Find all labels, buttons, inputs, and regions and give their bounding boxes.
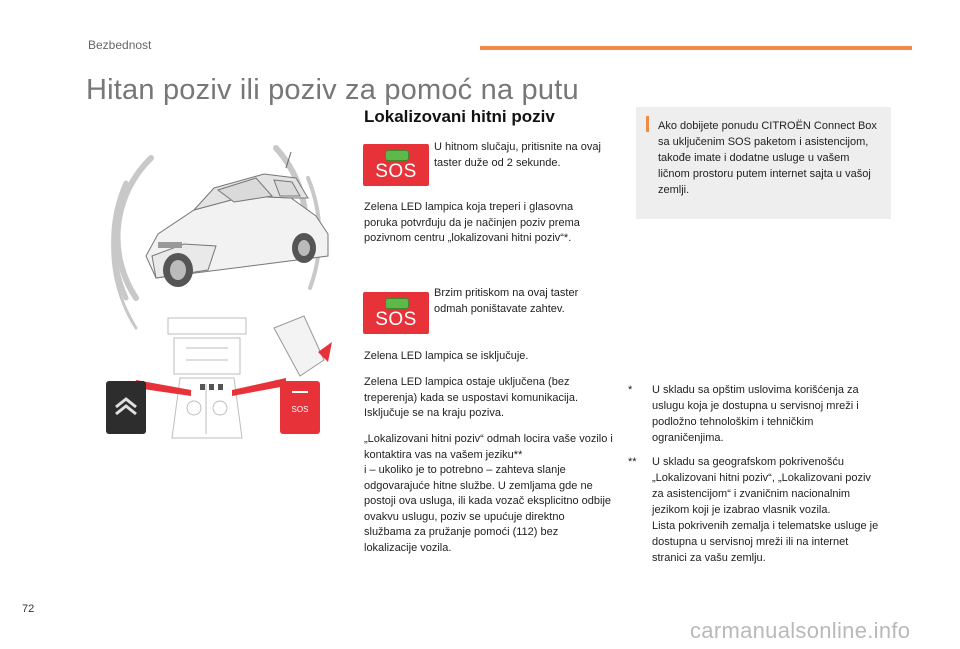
para-description-line1: „Lokalizovani hitni poziv“ odmah locira vaše vozilo i kontaktira vas na vašem jeziku** [364,433,613,461]
para-led-on: Zelena LED lampica ostaje uključena (bez treperenja) kada se uspostavi komunikacija. Isključuje se na kraju poziva. [364,376,579,419]
footnote-text: U skladu sa geografskom pokrivenošću „Lokalizovani hitni poziv“, „Lokalizovani poziv za asistencijom“ i zvaničnim nacionalnim jezikom koji je izabrao vlasnik vozila. [652,456,871,516]
header-accent-bar [480,46,912,50]
watermark: carmanualsonline.info [690,618,911,643]
page-title: Hitan poziv ili poziv za pomoć na putu [86,74,579,106]
sos-button-label: SOS [375,309,417,330]
footnote-text-2: Lista pokrivenih zemalja i telematske usluge je dostupna u servisnoj mreži ili na internet stranici za vašu zemlju. [652,520,879,564]
sos-led-green-icon [385,298,409,309]
assistance-button[interactable] [106,381,146,434]
sos-led-indicator [292,391,308,393]
footnote-mark: ** [628,456,637,468]
sos-small-label: SOS [291,405,309,414]
citroen-chevron-icon [106,381,146,434]
info-box-text: Ako dobijete ponudu CITROËN Connect Box sa uključenim SOS paketom i asistencijom, takođe imate i dodatne usluge u vašem ličnom prostoru putem internet sajta u vašoj zemlji. [658,120,877,196]
para-description-line2: i – ukoliko je to potrebno – zahteva slanje odgovarajuće hitne službe. U zemljama gde ne postoji ova usluga, ili kada vozač eksplicitno odbije ovakvu uslugu, poziv se upućuje direktno službama za pružanje pomoći (112) bez lokalizacije vozila. [364,464,612,554]
footnote-2 [628,454,890,584]
page-number: 72 [22,603,35,615]
para-description [364,432,614,556]
section-subtitle: Lokalizovani hitni poziv [364,107,555,126]
footnote-1 [628,382,890,448]
info-icon [646,116,649,132]
sos-button-illustration[interactable] [280,381,320,434]
sos-button-label: SOS [375,161,417,182]
para-led-off: Zelena LED lampica se isključuje. [364,350,529,362]
sos-led-green-icon [385,150,409,161]
footnote-mark: * [628,384,633,396]
section-label: Bezbednost [88,38,152,52]
sos-button-press-long[interactable] [363,144,429,186]
footnote-text: U skladu sa opštim uslovima korišćenja za uslugu koja je dostupna u servisnoj mreži i podložno tehnološkim i tehničkim ograničenjima. [652,384,859,444]
step1-text: U hitnom slučaju, pritisnite na ovaj taster duže od 2 sekunde. [434,141,601,169]
para-confirmation: Zelena LED lampica koja treperi i glasovna poruka potvrđuju da je načinjen poziv prema pozivnom centru „lokalizovani hitni poziv“*. [364,201,580,244]
sos-button-press-short[interactable] [363,292,429,334]
step2-text: Brzim pritiskom na ovaj taster odmah poništavate zahtev. [434,287,579,315]
